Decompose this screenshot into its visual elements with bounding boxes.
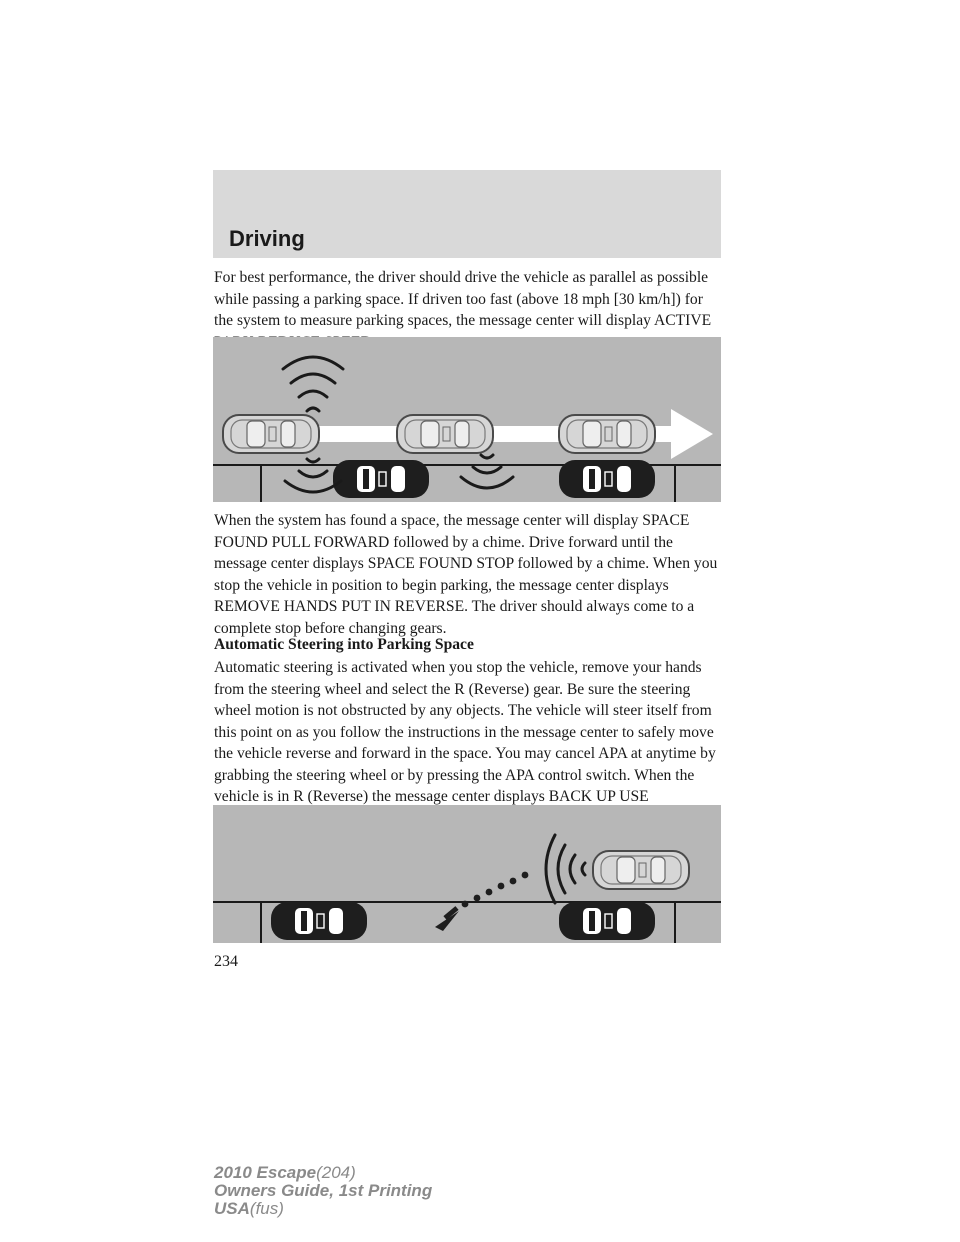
paragraph-space-found: When the system has found a space, the message center will display SPACE FOUND PULL FORWARD followed by a chime. Drive forward until the message center displays SPACE FOUND STOP followed by a chime. When you stop the vehicle in position to begin parking, the message center displays REMOVE HANDS PUT IN REVERSE. The driver should always come to a complete stop before changing gears. (214, 512, 718, 637)
section-title: Driving (229, 226, 305, 251)
footer-model-code: (204) (316, 1163, 356, 1182)
figure-space-scanning (213, 337, 721, 502)
parked-car-2 (559, 460, 655, 498)
moving-car-3 (559, 415, 655, 453)
section-header-band (213, 170, 721, 258)
footer-market: USA (214, 1199, 250, 1218)
parked-car-1 (333, 460, 429, 498)
parked-car-front (559, 902, 655, 940)
footer-edition: Owners Guide, 1st Printing (214, 1181, 433, 1200)
figure-reverse-into-space (213, 805, 721, 943)
reversing-car (593, 851, 689, 889)
paragraph-driving-parallel: For best performance, the driver should drive the vehicle as parallel as possible while passing a parking space. If driven too fast (above 18 mph [30 km/h]) for the system to measure parking spaces, the message center will display ACTIVE (214, 269, 712, 329)
parked-car-rear (271, 902, 367, 940)
subheading-automatic-steering: Automatic Steering into Parking Space (214, 636, 474, 653)
moving-car-2 (397, 415, 493, 453)
page-number: 234 (214, 953, 238, 970)
footer-market-code: (fus) (249, 1199, 284, 1218)
document-footer (214, 1164, 432, 1218)
paragraph-automatic-steering: Automatic steering is activated when you stop the vehicle, remove your hands from the steering wheel and select the R (Reverse) gear. Be sure the steering wheel motion is not obstructed by any objects. The vehicle will steer itself from this point on as you follow the instructions in the message center to safely move the vehicle reverse and forward in the space. You may cancel APA at anytime by grabbing the steering wheel or by pressing the APA control switch. When the vehicle is in R (Reverse) the message center displays BACK UP USE (214, 659, 716, 805)
footer-model: 2010 Escape (214, 1163, 317, 1182)
moving-car-1 (223, 415, 319, 453)
